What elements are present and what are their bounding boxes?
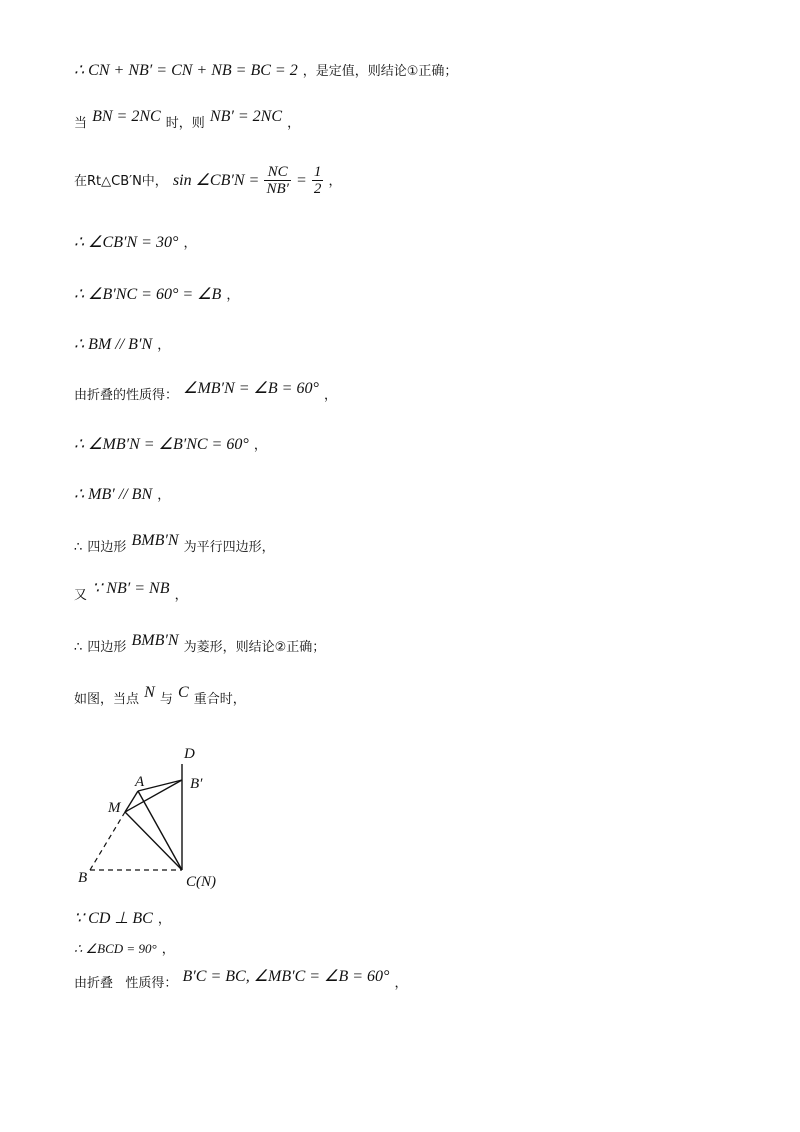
fraction-numerator: 1 <box>313 164 322 180</box>
line-suffix: ， <box>323 388 337 403</box>
proof-line-9 <box>74 484 170 504</box>
line-middle: 四边形 <box>87 540 127 555</box>
therefore-symbol: ∴ <box>74 640 83 655</box>
line-suffix: 为平行四边形， <box>183 540 275 555</box>
proof-line-12 <box>74 632 326 656</box>
line-suffix: ， <box>157 338 171 353</box>
math-expression: ∵ NB′ = NB <box>92 580 170 597</box>
math-expression: BMB′N <box>131 632 179 649</box>
line-prefix: 由折叠 性质得： <box>74 976 178 991</box>
line-suffix: ， <box>226 288 240 303</box>
fraction-nc-over-nb <box>264 164 290 197</box>
line-middle: 四边形 <box>87 640 127 655</box>
math-expression-2: NB′ = 2NC <box>209 108 282 125</box>
math-expression: ∴ ∠MB′N = ∠B′NC = 60° <box>74 436 249 453</box>
fraction-one-half <box>312 164 324 197</box>
fraction-denominator: 2 <box>313 181 322 197</box>
proof-line-11 <box>74 580 188 604</box>
math-expression: ∴ ∠B′NC = 60° = ∠B <box>74 286 222 303</box>
proof-line-8 <box>74 434 267 454</box>
line-middle: 与 <box>159 692 173 707</box>
proof-line-3 <box>74 164 341 197</box>
proof-line-1 <box>74 60 457 80</box>
proof-line-6 <box>74 334 170 354</box>
segment-bm-dashed <box>90 812 125 870</box>
line-prefix: 如图，当点 <box>74 692 140 707</box>
line-suffix: ， <box>287 116 301 131</box>
segment-mc <box>125 812 182 870</box>
label-c-n: C(N) <box>186 874 216 890</box>
math-expression: N <box>144 684 155 701</box>
line-suffix: ， <box>161 942 175 957</box>
math-expression: BMB′N <box>131 532 179 549</box>
line-suffix: 重合时， <box>193 692 246 707</box>
line-suffix: ， <box>253 438 267 453</box>
line-suffix: ， <box>394 976 408 991</box>
fraction-denominator: NB′ <box>266 181 289 197</box>
math-expression: sin ∠CB′N = <box>172 172 260 189</box>
math-expression: ∴ BM // B′N <box>74 336 153 353</box>
proof-line-4 <box>74 232 196 252</box>
line-prefix: 当 <box>74 116 88 131</box>
math-expression: ∴ CN + NB′ = CN + NB = BC = 2 <box>74 62 298 79</box>
math-expression: ∴ ∠CB′N = 30° <box>74 234 179 251</box>
math-expression: ∠MB′N = ∠B = 60° <box>183 380 319 397</box>
line-suffix: ， <box>183 236 197 251</box>
line-text: ，是定值，则结论①正确； <box>302 64 458 79</box>
line-prefix: 在Rt△CB′N中， <box>74 174 168 189</box>
math-expression: ∵ CD ⊥ BC <box>74 910 153 927</box>
segment-ac <box>138 791 182 870</box>
line-suffix: 为菱形，则结论②正确； <box>183 640 326 655</box>
proof-line-7 <box>74 380 337 404</box>
equals-sign: = <box>295 172 307 189</box>
proof-line-14 <box>74 908 171 928</box>
math-expression: B′C = BC, ∠MB′C = ∠B = 60° <box>182 968 390 985</box>
segment-mb-prime <box>125 780 182 812</box>
line-suffix: ， <box>157 912 171 927</box>
math-expression: ∴ ∠BCD = 90° <box>74 941 157 956</box>
label-b-prime: B′ <box>190 776 203 792</box>
math-expression: BN = 2NC <box>92 108 161 125</box>
line-suffix: ， <box>328 174 342 189</box>
line-suffix: ， <box>174 588 188 603</box>
label-a: A <box>135 774 145 790</box>
proof-line-15 <box>74 938 175 957</box>
math-expression-2: C <box>177 684 189 701</box>
proof-line-5 <box>74 284 239 304</box>
proof-line-13 <box>74 684 246 708</box>
fraction-numerator: NC <box>264 164 290 181</box>
line-prefix: 由折叠的性质得： <box>74 388 179 403</box>
label-b: B <box>78 870 88 886</box>
proof-line-2 <box>74 108 301 132</box>
segment-ab-prime <box>138 780 182 791</box>
label-d: D <box>184 746 195 762</box>
line-prefix: 又 <box>74 588 88 603</box>
label-m: M <box>108 800 121 816</box>
proof-line-16 <box>74 968 408 992</box>
proof-line-10 <box>74 532 275 556</box>
geometry-figure <box>70 740 250 900</box>
line-middle: 时，则 <box>165 116 205 131</box>
math-expression: ∴ MB′ // BN <box>74 486 153 503</box>
line-suffix: ， <box>157 488 171 503</box>
therefore-symbol: ∴ <box>74 540 83 555</box>
